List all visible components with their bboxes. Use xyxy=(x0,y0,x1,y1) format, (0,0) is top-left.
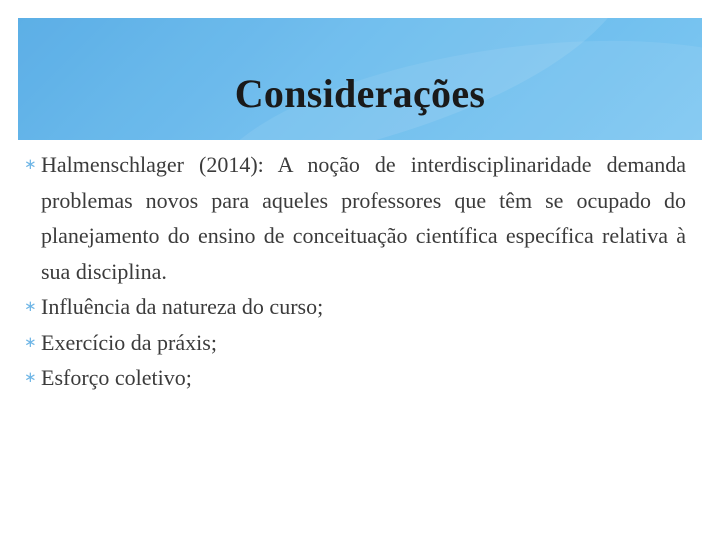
list-item-text: Exercício da práxis; xyxy=(41,329,217,355)
slide-title: Considerações xyxy=(234,71,486,116)
list-item-text: Halmenschlager (2014): A noção de interdisciplinaridade demanda problemas novos para aqueles professores que têm se ocupado do planejamento do ensino de conceituação científica específica relativa à sua disciplina. xyxy=(41,152,686,284)
list-item xyxy=(24,325,686,361)
title-band xyxy=(18,18,702,140)
asterisk-bullet-icon: ∗ xyxy=(24,332,37,351)
asterisk-bullet-icon: ∗ xyxy=(24,155,37,173)
asterisk-bullet-icon: ∗ xyxy=(24,368,37,386)
list-item-text: Influência da natureza do curso; xyxy=(41,294,324,319)
list-item-text: Esforço coletivo; xyxy=(41,365,192,390)
list-item xyxy=(24,147,686,289)
asterisk-bullet-icon: ∗ xyxy=(24,297,37,315)
list-item xyxy=(24,360,686,396)
bullet-list xyxy=(24,147,686,396)
list-item xyxy=(24,289,686,325)
